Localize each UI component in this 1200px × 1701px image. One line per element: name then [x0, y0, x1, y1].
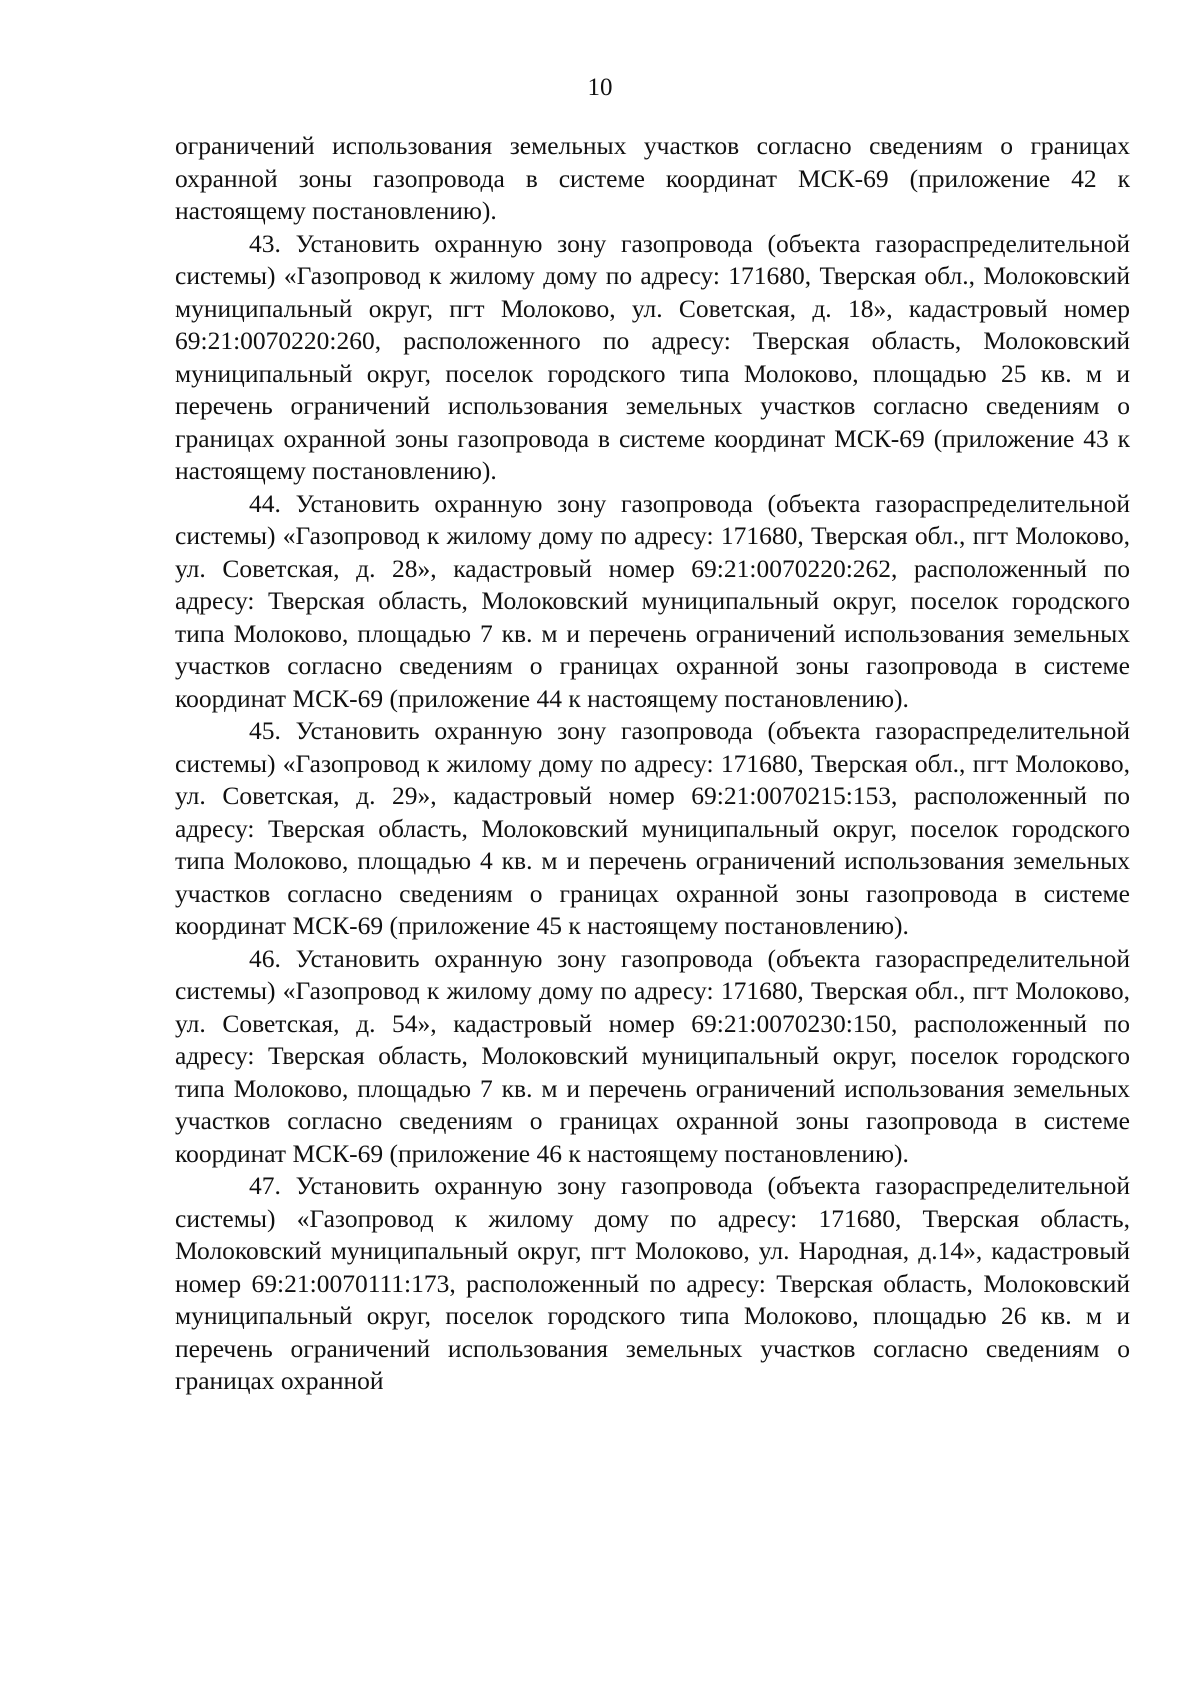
paragraph-item-43: 43. Установить охранную зону газопровода (объекта газораспределительной системы) «Газопровод к жилому дому по адресу: 171680, Тверская обл., Молоковский муниципальный округ, пгт Молоково, ул. Советская, д. 18», кадастровый номер 69:21:0070220:260, расположенного по адресу: Тверская область, Молоковский муниципальный округ, поселок городского типа Молоково, площадью 25 кв. м и перечень ограничений использования земельных участков согласно сведениям о границах охранной зоны газопровода в системе координат МСК-69 (приложение 43 к настоящему постановлению). [175, 228, 1130, 485]
paragraph-item-44: 44. Установить охранную зону газопровода (объекта газораспределительной системы) «Газопровод к жилому дому по адресу: 171680, Тверская обл., пгт Молоково, ул. Советская, д. 28», кадастровый номер 69:21:0070220:262, расположенный по адресу: Тверская область, Молоковский муниципальный округ, поселок городского типа Молоково, площадью 7 кв. м и перечень ограничений использования земельных участков согласно сведениям о границах охранной зоны газопровода в системе координат МСК-69 (приложение 44 к настоящему постановлению). [175, 488, 1130, 713]
paragraph-item-45: 45. Установить охранную зону газопровода (объекта газораспределительной системы) «Газопровод к жилому дому по адресу: 171680, Тверская обл., пгт Молоково, ул. Советская, д. 29», кадастровый номер 69:21:0070215:153, расположенный по адресу: Тверская область, Молоковский муниципальный округ, поселок городского типа Молоково, площадью 4 кв. м и перечень ограничений использования земельных участков согласно сведениям о границах охранной зоны газопровода в системе координат МСК-69 (приложение 45 к настоящему постановлению). [175, 716, 1130, 940]
document-body [175, 130, 1130, 1398]
paragraph-continuation: ограничений использования земельных участков согласно сведениям о границах охранной зоны газопровода в системе координат МСК-69 (приложение 42 к настоящему постановлению). [175, 131, 1130, 225]
page-number: 10 [587, 74, 613, 101]
paragraph-item-46: 46. Установить охранную зону газопровода (объекта газораспределительной системы) «Газопровод к жилому дому по адресу: 171680, Тверская обл., пгт Молоково, ул. Советская, д. 54», кадастровый номер 69:21:0070230:150, расположенный по адресу: Тверская область, Молоковский муниципальный округ, поселок городского типа Молоково, площадью 7 кв. м и перечень ограничений использования земельных участков согласно сведениям о границах охранной зоны газопровода в системе координат МСК-69 (приложение 46 к настоящему постановлению). [175, 943, 1130, 1168]
paragraph-item-47: 47. Установить охранную зону газопровода (объекта газораспределительной системы) «Газопровод к жилому дому по адресу: 171680, Тверская область, Молоковский муниципальный округ, пгт Молоково, ул. Народная, д.14», кадастровый номер 69:21:0070111:173, расположенный по адресу: Тверская область, Молоковский муниципальный округ, поселок городского типа Молоково, площадью 26 кв. м и перечень ограничений использования земельных участков согласно сведениям о границах охранной [175, 1171, 1130, 1395]
